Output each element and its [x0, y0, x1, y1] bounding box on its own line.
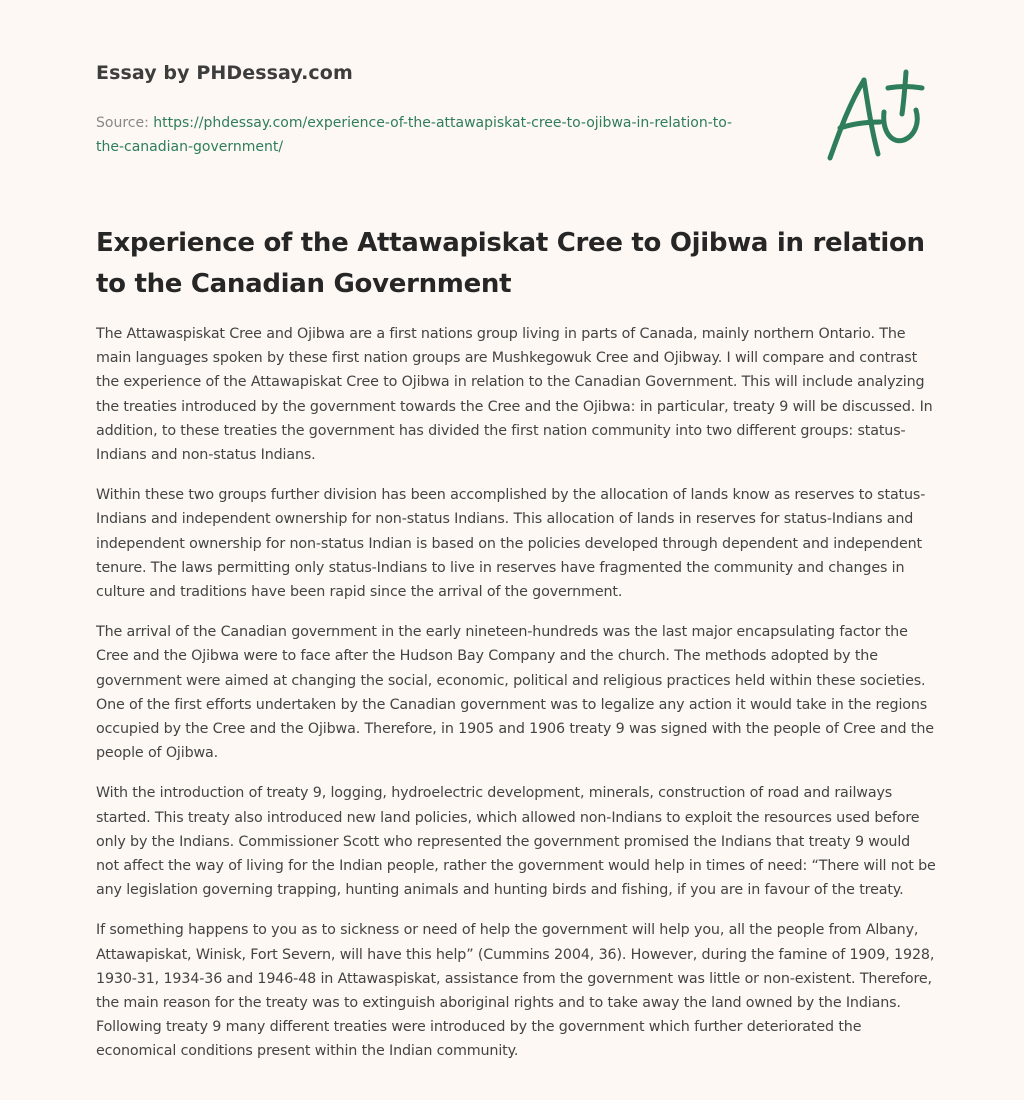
site-title: Essay by PHDessay.com [96, 62, 353, 84]
essay-paragraph: With the introduction of treaty 9, logging, hydroelectric development, minerals, construction of road and railways started. This treaty also introduced new land policies, which allowed non-Indians to exploit the resources used before only by the Indians. Commissioner Scott who represented the government promised the Indians that treaty 9 would not affect the way of living for the Indian people, rather the government would help in times of need: “There will not be any legislation governing trapping, hunting animals and hunting birds and fishing, if you are in favour of the treaty. [96, 785, 936, 899]
source-line [96, 111, 736, 159]
essay-paragraph: If something happens to you as to sickness or need of help the government will help you, all the people from Albany, Attawapiskat, Winisk, Fort Severn, will have this help” (Cummins 2004, 36). However, during the famine of 1909, 1928, 1930-31, 1934-36 and 1946-48 in Attawaspiskat, assistance from the government was little or non-existent. Therefore, the main reason for the treaty was to extinguish aboriginal rights and to take away the land owned by the Indians. Following treaty 9 many different treaties were introduced by the government which further deteriorated the economical conditions present within the Indian community. [96, 922, 935, 1060]
source-label: Source: [96, 115, 154, 131]
essay-title: Experience of the Attawapiskat Cree to Ojibwa in relation to the Canadian Government [96, 228, 925, 299]
essay-body [96, 322, 936, 1080]
a-plus-grade-icon [818, 66, 936, 166]
essay-paragraph: Within these two groups further division has been accomplished by the allocation of lands know as reserves to status-Indians and independent ownership for non-status Indians. This allocation of lands in reserves for status-Indians and independent ownership for non-status Indian is based on the policies developed through dependent and independent tenure. The laws permitting only status-Indians to live in reserves have fragmented the community and changes in culture and traditions have been rapid since the arrival of the government. [96, 487, 926, 601]
essay-paragraph: The arrival of the Canadian government in the early nineteen-hundreds was the last major encapsulating factor the Cree and the Ojibwa were to face after the Hudson Bay Company and the church. The methods adopted by the government were aimed at changing the social, economic, political and religious practices held within these societies. One of the first efforts undertaken by the Canadian government was to legalize any action it would take in the regions occupied by the Cree and the Ojibwa. Therefore, in 1905 and 1906 treaty 9 was signed with the people of Cree and the people of Ojibwa. [96, 624, 934, 762]
essay-paragraph: The Attawaspiskat Cree and Ojibwa are a first nations group living in parts of Canada, mainly northern Ontario. The main languages spoken by these first nation groups are Mushkegowuk Cree and Ojibway. I will compare and contrast the experience of the Attawapiskat Cree to Ojibwa in relation to the Canadian Government. This will include analyzing the treaties introduced by the government towards the Cree and the Ojibwa: in particular, treaty 9 will be discussed. In addition, to these treaties the government has divided the first nation community into two different groups: status-Indians and non-status Indians. [96, 326, 933, 464]
source-link[interactable]: https://phdessay.com/experience-of-the-attawapiskat-cree-to-ojibwa-in-relation-to-the-canadian-government/ [96, 115, 733, 155]
